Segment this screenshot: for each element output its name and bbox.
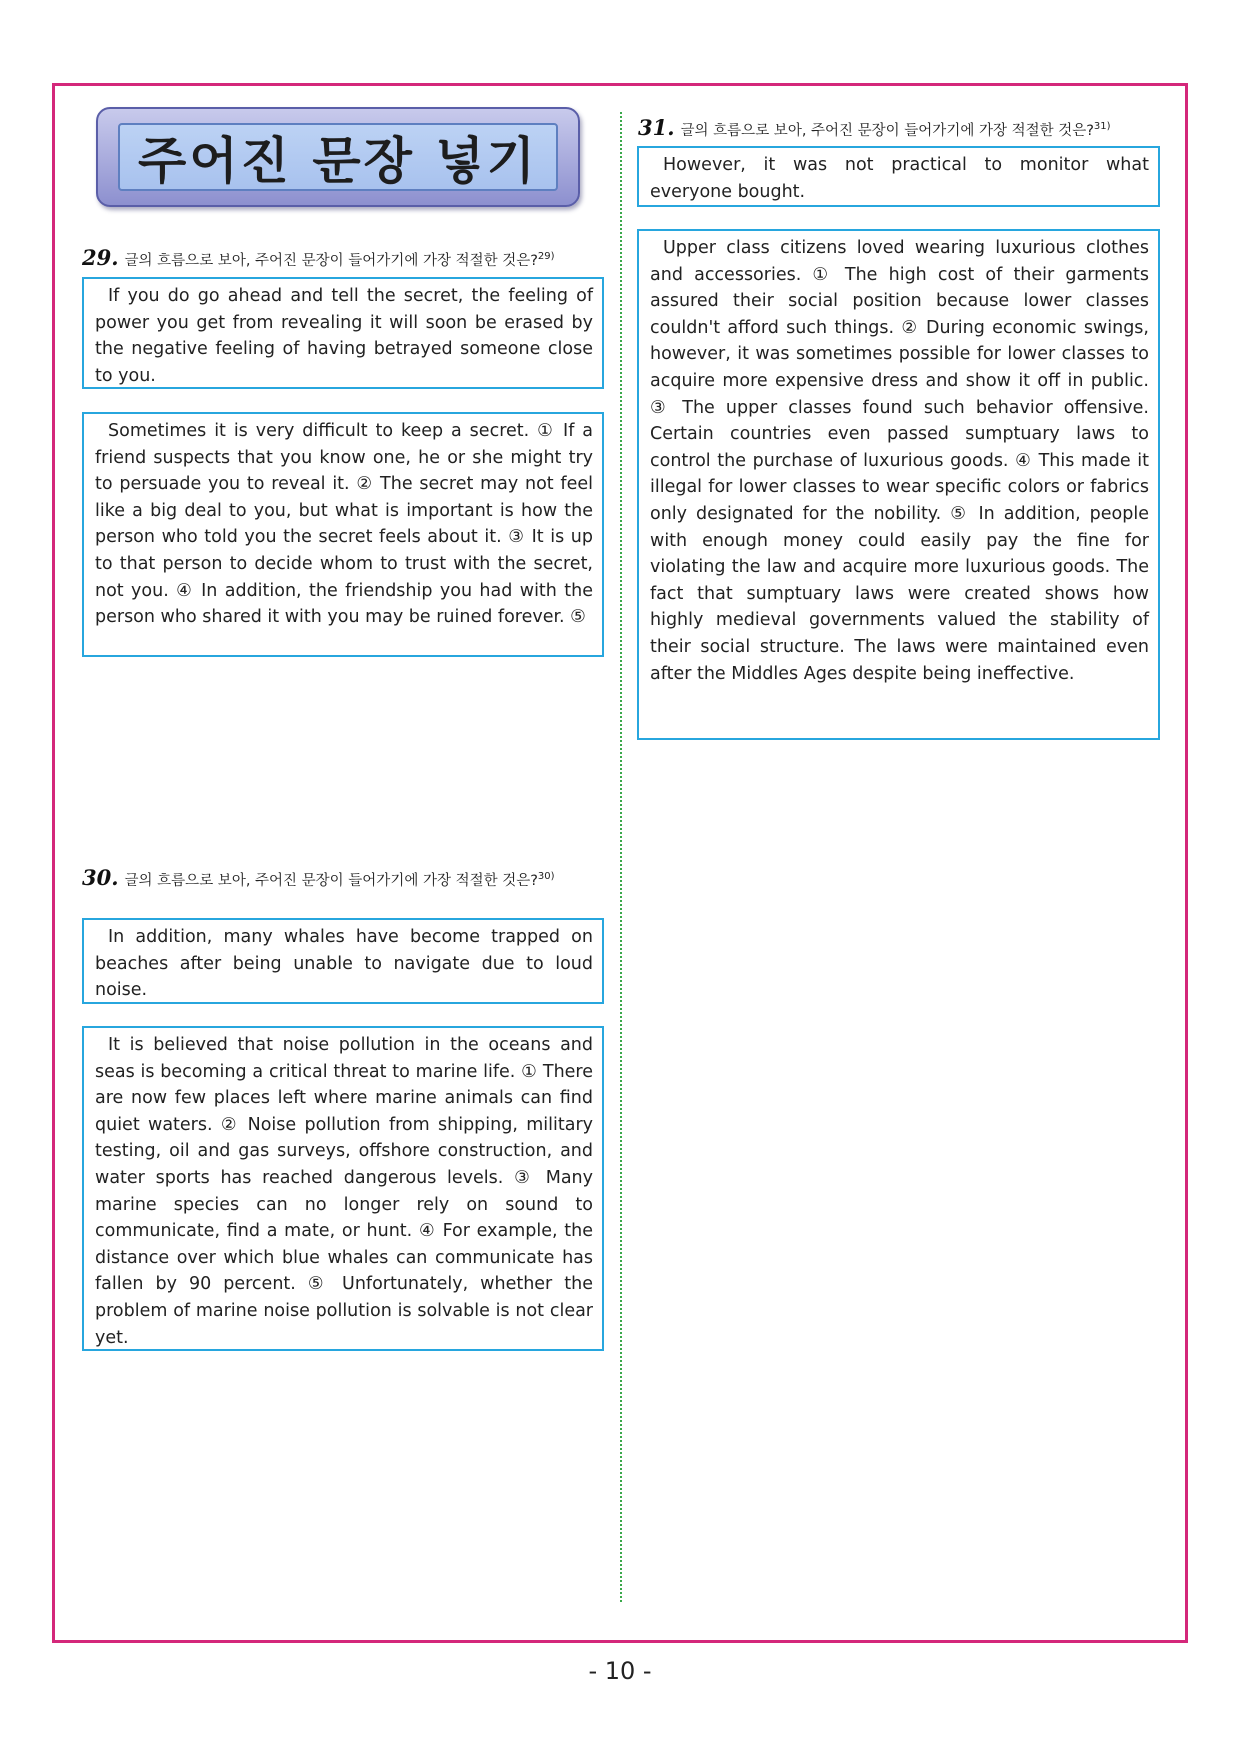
question-30-given-sentence: In addition, many whales have become trapped on beaches after being unable to navigate due to loud noise.: [82, 918, 604, 1004]
question-29-prompt: 글의 흐름으로 보아, 주어진 문장이 들어가기에 가장 적절한 것은?: [124, 252, 538, 269]
question-29-number: 29.: [82, 244, 119, 270]
column-divider: [620, 112, 622, 1602]
section-title-banner: [96, 107, 580, 207]
question-31-footnote: 31): [1093, 121, 1111, 132]
question-30-footnote: 30): [537, 871, 555, 882]
question-31-given-sentence: However, it was not practical to monitor what everyone bought.: [637, 146, 1160, 207]
question-30-header: [82, 866, 606, 892]
page-number: - 10 -: [588, 1657, 652, 1685]
question-31-number: 31.: [638, 114, 675, 140]
question-30-number: 30.: [82, 864, 119, 890]
question-29-given-sentence: If you do go ahead and tell the secret, the feeling of power you get from revealing it will soon be erased by the negative feeling of having betrayed someone close to you.: [82, 277, 604, 389]
section-title: 주어진 문장 넣기: [138, 132, 538, 190]
question-31-header: [638, 116, 1158, 142]
section-title-plate: [118, 123, 558, 191]
question-31-prompt: 글의 흐름으로 보아, 주어진 문장이 들어가기에 가장 적절한 것은?: [680, 122, 1094, 139]
question-29-passage: Sometimes it is very difficult to keep a secret. ① If a friend suspects that you know one, he or she might try to persuade you to reveal it. ② The secret may not feel like a big deal to you, but what is important is how the person who told you the secret feels about it. ③ It is up to that person to decide whom to trust with the secret, not you. ④ In addition, the friendship you had with the person who shared it with you may be ruined forever. ⑤: [82, 412, 604, 657]
question-31-passage: Upper class citizens loved wearing luxurious clothes and accessories. ① The high cost of their garments assured their social position because lower classes couldn't afford such things. ② During economic swings, however, it was sometimes possible for lower classes to acquire more expensive dress and show it off in public. ③ The upper classes found such behavior offensive. Certain countries even passed sumptuary laws to control the purchase of luxurious goods. ④ This made it illegal for lower classes to wear specific colors or fabrics only designated for the nobility. ⑤ In addition, people with enough money could easily pay the fine for violating the law and acquire more luxurious goods. The fact that sumptuary laws were created shows how highly medieval governments valued the stability of their social structure. The laws were maintained even after the Middles Ages despite being ineffective.: [637, 229, 1160, 740]
question-29-footnote: 29): [537, 251, 555, 262]
question-30-prompt: 글의 흐름으로 보아, 주어진 문장이 들어가기에 가장 적절한 것은?: [124, 872, 538, 889]
question-29-header: [82, 246, 602, 272]
question-30-passage: It is believed that noise pollution in the oceans and seas is becoming a critical threat to marine life. ① There are now few places left where marine animals can find quiet waters. ② Noise pollution from shipping, military testing, oil and gas surveys, offshore construction, and water sports has reached dangerous levels. ③ Many marine species can no longer rely on sound to communicate, find a mate, or hunt. ④ For example, the distance over which blue whales can communicate has fallen by 90 percent. ⑤ Unfortunately, whether the problem of marine noise pollution is solvable is not clear yet.: [82, 1026, 604, 1351]
